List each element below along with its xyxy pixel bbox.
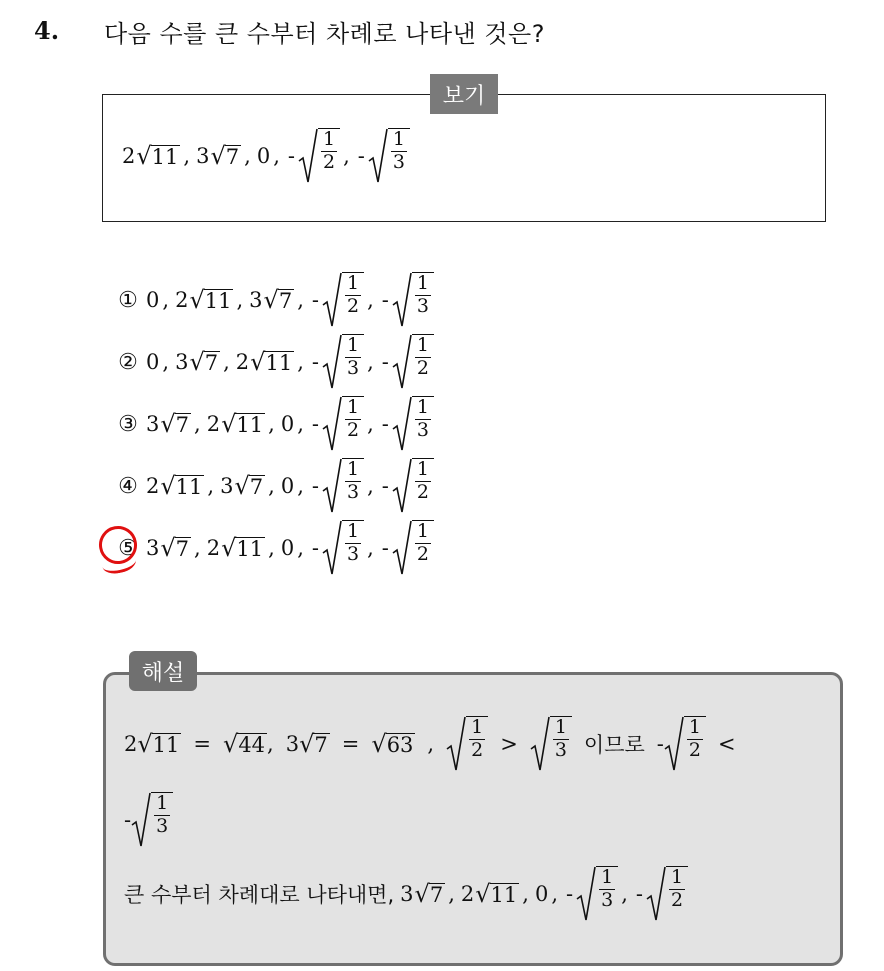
sqrt-fraction <box>664 716 706 772</box>
numerator: 1 <box>688 716 701 738</box>
radical-sign: √ <box>160 534 176 562</box>
radicand: 7 <box>175 536 190 561</box>
radicand: 11 <box>490 882 518 907</box>
question-number: 4. <box>34 16 60 45</box>
sqrt <box>136 144 180 168</box>
minus-sign: - <box>381 474 389 498</box>
value: 0 <box>256 144 271 168</box>
radical-sign <box>392 520 412 576</box>
sqrt-fraction <box>530 716 572 772</box>
radical-sign <box>392 396 412 452</box>
therefore-text: 이므로 <box>583 733 645 757</box>
value: 0 <box>280 412 295 436</box>
sqrt: √ 7 <box>299 730 328 758</box>
answer-option-1[interactable] <box>110 272 434 328</box>
radicand: 7 <box>225 144 240 169</box>
option-expression <box>146 334 434 390</box>
equals: = <box>193 732 212 756</box>
denominator: 3 <box>416 418 429 441</box>
radical-sign <box>322 520 342 576</box>
radical-sign <box>392 272 412 328</box>
numerator: 1 <box>323 128 336 150</box>
sqrt <box>160 474 204 498</box>
explanation-line-3 <box>124 866 688 922</box>
radical-sign <box>530 716 550 772</box>
radical-sign: √ <box>263 286 279 314</box>
radical-sign <box>392 334 412 390</box>
sqrt-fraction <box>446 716 488 772</box>
fraction <box>550 716 572 772</box>
sqrt <box>160 536 191 560</box>
radicand: 7 <box>175 412 190 437</box>
sqrt-fraction <box>646 866 688 922</box>
sqrt <box>415 882 446 906</box>
denominator: 2 <box>323 150 336 173</box>
numerator: 1 <box>601 866 614 888</box>
minus-sign: - <box>311 350 319 374</box>
numerator: 1 <box>347 272 360 294</box>
sqrt-fraction <box>392 272 434 328</box>
option-number <box>110 350 146 375</box>
minus-sign: - <box>381 536 389 560</box>
comma: , <box>448 882 455 906</box>
comma: , <box>367 536 374 560</box>
denominator: 2 <box>416 356 429 379</box>
answer-option-3[interactable] <box>110 396 434 452</box>
denominator: 3 <box>392 150 405 173</box>
radical-sign: √ <box>475 880 491 908</box>
option-number <box>110 536 146 561</box>
numerator: 1 <box>347 334 360 356</box>
minus-sign: - <box>381 412 389 436</box>
sqrt-fraction <box>131 792 173 848</box>
fraction <box>342 458 364 514</box>
radical-sign: √ <box>189 348 205 376</box>
denominator: 2 <box>688 738 701 761</box>
numerator: 1 <box>392 128 405 150</box>
option-number-label: ④ <box>118 473 138 499</box>
minus-sign: - <box>381 350 389 374</box>
radical-sign: √ <box>189 286 205 314</box>
sqrt-fraction <box>392 334 434 390</box>
fraction <box>466 716 488 772</box>
coef: 3 <box>285 732 300 756</box>
greater-than: > <box>500 732 518 756</box>
minus-sign: - <box>357 144 365 168</box>
fraction <box>666 866 688 922</box>
comma: , <box>367 474 374 498</box>
fraction <box>596 866 618 922</box>
comma: , <box>367 288 374 312</box>
coefficient: 3 <box>220 474 234 498</box>
coefficient: 3 <box>175 350 189 374</box>
comma: , <box>367 350 374 374</box>
comma: , <box>268 474 275 498</box>
comma: , <box>268 536 275 560</box>
radical-sign: √ <box>160 410 176 438</box>
sqrt-fraction <box>392 520 434 576</box>
radicand: 11 <box>236 536 264 561</box>
denominator: 3 <box>347 542 360 565</box>
numerator: 1 <box>416 396 429 418</box>
fraction <box>412 272 434 328</box>
radical-sign: √ <box>234 472 250 500</box>
sqrt <box>189 288 233 312</box>
bogi-label: 보기 <box>430 74 498 114</box>
sqrt <box>210 144 241 168</box>
sqrt <box>221 412 265 436</box>
sqrt <box>264 288 295 312</box>
numerator: 1 <box>416 520 429 542</box>
sqrt-fraction <box>322 458 364 514</box>
radical-sign: √ <box>250 348 266 376</box>
radicand: 7 <box>249 474 264 499</box>
question-text: 다음 수를 큰 수부터 차례로 나타낸 것은? <box>104 20 545 48</box>
explanation-label: 해설 <box>129 651 197 691</box>
radical-sign <box>576 866 596 922</box>
option-number <box>110 412 146 437</box>
comma: , <box>194 536 201 560</box>
comma: , <box>244 144 251 168</box>
denominator: 3 <box>347 480 360 503</box>
comma: , <box>236 288 244 312</box>
radicand: 7 <box>429 882 444 907</box>
radical-sign <box>392 458 412 514</box>
coefficient: 3 <box>146 412 160 436</box>
fraction <box>342 396 364 452</box>
comma: , <box>194 412 201 436</box>
minus-sign: - <box>566 882 574 906</box>
denominator: 2 <box>671 888 684 911</box>
radicand: 7 <box>278 288 293 313</box>
radical-sign <box>664 716 684 772</box>
sqrt-fraction <box>392 458 434 514</box>
coefficient: 2 <box>122 144 136 168</box>
option-number <box>110 474 146 499</box>
denominator: 2 <box>416 542 429 565</box>
comma: , <box>621 882 628 906</box>
radicand: 11 <box>175 474 203 499</box>
radical-sign: √ <box>136 142 152 170</box>
option-expression <box>146 396 434 452</box>
denominator: 2 <box>347 294 360 317</box>
sqrt <box>475 882 519 906</box>
fraction <box>318 128 340 184</box>
numerator: 1 <box>347 458 360 480</box>
value: 0 <box>146 288 160 312</box>
radical-sign <box>298 128 318 184</box>
minus-sign: - <box>381 288 389 312</box>
radical-sign: √ <box>414 880 430 908</box>
sqrt <box>250 350 294 374</box>
sqrt <box>234 474 265 498</box>
minus-sign: - <box>311 288 319 312</box>
denominator: 3 <box>347 356 360 379</box>
coefficient: 2 <box>146 474 160 498</box>
sqrt: √ 11 <box>137 730 180 758</box>
sqrt <box>221 536 265 560</box>
radical-sign <box>646 866 666 922</box>
radical-sign <box>322 334 342 390</box>
minus-sign: - <box>311 412 319 436</box>
denominator: 3 <box>156 814 169 837</box>
fraction <box>342 272 364 328</box>
fraction <box>412 520 434 576</box>
denominator: 3 <box>416 294 429 317</box>
comma: , <box>223 350 230 374</box>
minus-sign: - <box>311 536 319 560</box>
option-number-label: ② <box>118 349 138 375</box>
explanation-line-2: - $\frac{1}{3}$ <box>124 792 173 848</box>
option-number <box>110 288 146 313</box>
equals: = <box>341 732 360 756</box>
option-expression <box>146 458 434 514</box>
coefficient: 3 <box>146 536 160 560</box>
radical-sign: √ <box>210 142 226 170</box>
numerator: 1 <box>416 334 429 356</box>
sqrt-fraction <box>368 128 410 184</box>
option-expression <box>146 520 434 576</box>
comma: , <box>297 474 304 498</box>
coefficient: 3 <box>249 288 263 312</box>
radical-sign <box>322 272 342 328</box>
radical-sign <box>446 716 466 772</box>
radical-sign: √ <box>160 472 176 500</box>
sqrt-fraction <box>322 396 364 452</box>
option-number-label: ⑤ <box>118 535 138 561</box>
comma: , <box>343 144 350 168</box>
minus-sign: - <box>311 474 319 498</box>
radical-sign: √ <box>221 534 237 562</box>
sqrt-fraction <box>322 272 364 328</box>
radicand: 11 <box>236 412 264 437</box>
sqrt-fraction <box>392 396 434 452</box>
less-than: < <box>717 732 736 756</box>
radical-sign <box>368 128 388 184</box>
coefficient: 3 <box>400 882 414 906</box>
option-number-label: ① <box>118 287 138 313</box>
coefficient: 2 <box>206 536 221 560</box>
minus-sign: - <box>635 882 644 906</box>
radical-sign: √ <box>221 410 237 438</box>
fraction <box>342 520 364 576</box>
fraction <box>342 334 364 390</box>
bogi-expression <box>122 128 410 184</box>
conclusion-text: 큰 수부터 차례대로 나타내면, <box>124 883 395 907</box>
fraction <box>388 128 410 184</box>
numerator: 1 <box>471 716 484 738</box>
answer-option-2[interactable] <box>110 334 434 390</box>
numerator: 1 <box>554 716 567 738</box>
sqrt <box>160 412 191 436</box>
comma: , <box>297 350 304 374</box>
denominator: 2 <box>471 738 484 761</box>
numerator: 1 <box>671 866 684 888</box>
fraction <box>151 792 173 848</box>
option-number-label: ③ <box>118 411 138 437</box>
comma: , <box>522 882 529 906</box>
coefficient: 2 <box>206 412 221 436</box>
comma: , <box>162 350 170 374</box>
sqrt-fraction <box>576 866 618 922</box>
comma: , <box>367 412 374 436</box>
fraction <box>412 458 434 514</box>
denominator: 2 <box>347 418 360 441</box>
coef: 2 <box>124 732 138 756</box>
sqrt: √ 63 <box>371 730 414 758</box>
numerator: 1 <box>416 458 429 480</box>
sqrt-fraction <box>322 334 364 390</box>
radicand: 11 <box>204 288 232 313</box>
value: 0 <box>534 882 549 906</box>
explanation-line-1: 2 √ 11 = √ 44 , 3 √ 7 = √ 63 , $\frac{1}{2}$ > $\frac{1}{3}$ 이므로 - $\frac{1}{2}$ < <box>124 716 736 772</box>
coefficient: 2 <box>175 288 189 312</box>
comma: , <box>297 288 304 312</box>
minus-sign: - <box>287 144 295 168</box>
sqrt-fraction <box>322 520 364 576</box>
radicand: 11 <box>265 350 293 375</box>
comma: , <box>297 412 304 436</box>
radical-sign <box>322 458 342 514</box>
comma: , <box>273 144 280 168</box>
denominator: 2 <box>416 480 429 503</box>
comma: , <box>297 536 304 560</box>
comma: , <box>551 882 559 906</box>
answer-option-4[interactable] <box>110 458 434 514</box>
coefficient: 3 <box>196 144 210 168</box>
numerator: 1 <box>347 520 360 542</box>
option-expression <box>146 272 434 328</box>
coefficient: 2 <box>460 882 475 906</box>
value: 0 <box>280 536 295 560</box>
comma: , <box>183 144 191 168</box>
sqrt: √ 44 <box>223 730 266 758</box>
radicand: 7 <box>204 350 219 375</box>
comma: , <box>207 474 215 498</box>
comma: , <box>162 288 170 312</box>
radicand: 11 <box>151 144 179 169</box>
fraction <box>412 396 434 452</box>
answer-option-5[interactable] <box>110 520 434 576</box>
comma: , <box>268 412 275 436</box>
radical-sign <box>322 396 342 452</box>
radical-sign <box>131 792 151 848</box>
value: 0 <box>146 350 160 374</box>
fraction <box>684 716 706 772</box>
numerator: 1 <box>156 792 169 814</box>
coefficient: 2 <box>235 350 250 374</box>
sqrt <box>189 350 220 374</box>
numerator: 1 <box>416 272 429 294</box>
value: 0 <box>280 474 295 498</box>
denominator: 3 <box>601 888 614 911</box>
fraction <box>412 334 434 390</box>
denominator: 3 <box>554 738 567 761</box>
sqrt-fraction <box>298 128 340 184</box>
numerator: 1 <box>347 396 360 418</box>
